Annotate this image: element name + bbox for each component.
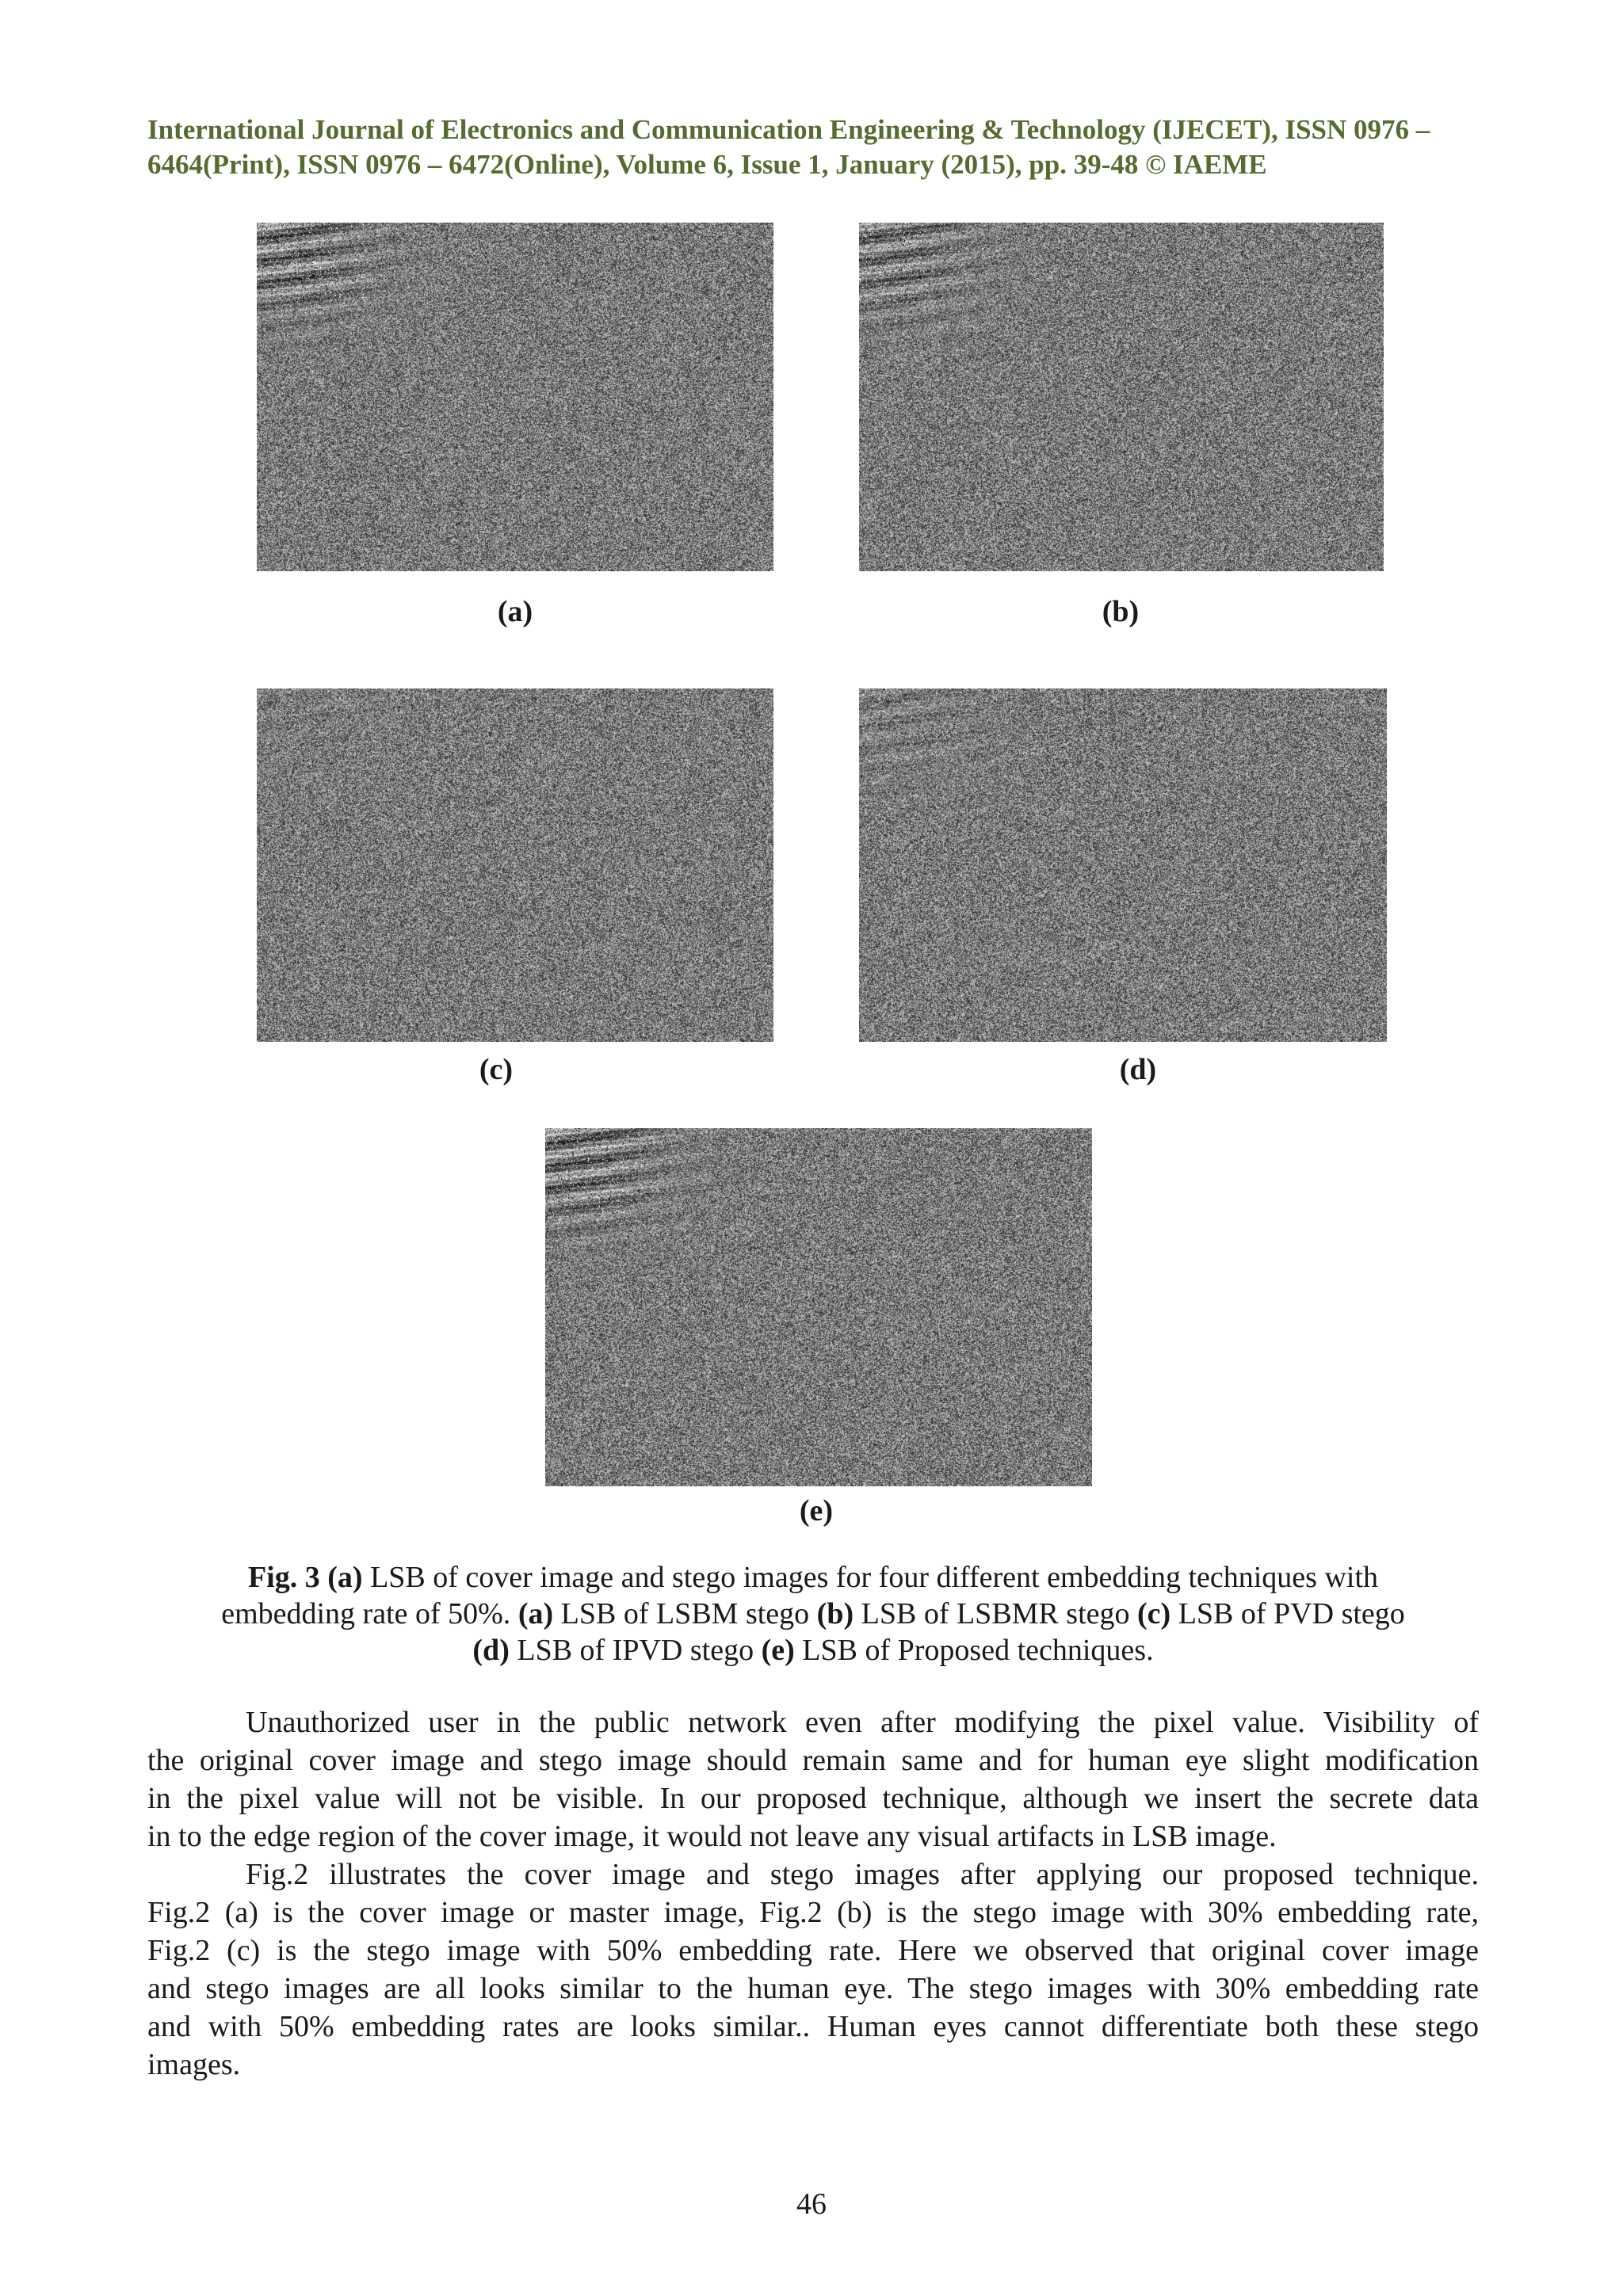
caption-fig-number: Fig. 3 [247, 1561, 320, 1594]
panel-label-a: (a) [497, 595, 533, 628]
figure-panel-a [257, 223, 773, 571]
panel-label-c: (c) [479, 1053, 514, 1086]
paragraph-2 [147, 1855, 1479, 2084]
panel-label-d: (d) [1119, 1053, 1157, 1086]
lsb-noise-image [859, 688, 1387, 1042]
paragraph-2-line: images. [147, 2048, 241, 2081]
paragraph-1 [147, 1703, 1479, 1855]
journal-header-line-1: International Journal of Electronics and Communication Engineering & Technology (IJECET), ISSN 0976 – [147, 114, 1430, 145]
caption-label-e: (e) [761, 1634, 795, 1667]
caption-label-c: (c) [1137, 1597, 1171, 1630]
caption-label-d: (d) [472, 1634, 510, 1667]
paragraph-1-line: the original cover image and stego image should remain same and for human eye slight modification [147, 1744, 1479, 1777]
caption-text-rate: embedding rate of 50%. [221, 1597, 518, 1630]
lsb-noise-image [257, 688, 773, 1042]
caption-label-a2: (a) [517, 1597, 554, 1630]
paragraph-1-line: in the pixel value will not be visible. In our proposed technique, although we insert the secrete data [147, 1782, 1479, 1815]
caption-text-a: LSB of cover image and stego images for four different embedding techniques with [362, 1561, 1379, 1594]
paragraph-2-line: and with 50% embedding rates are looks similar.. Human eyes cannot differentiate both these stego [147, 2010, 1479, 2043]
caption-text-c: LSB of PVD stego [1170, 1597, 1405, 1630]
caption-text-b: LSB of LSBMR stego [854, 1597, 1138, 1630]
panel-label-b: (b) [1102, 595, 1140, 628]
caption-text-a2: LSB of LSBM stego [553, 1597, 817, 1630]
caption-line-2 [147, 1596, 1479, 1632]
caption-label-a: (a) [327, 1561, 363, 1594]
lsb-noise-image [859, 223, 1384, 571]
figure-panel-b [859, 223, 1384, 571]
paragraph-2-line: Fig.2 (c) is the stego image with 50% embedding rate. Here we observed that original cover image [147, 1934, 1479, 1967]
paragraph-1-line: Unauthorized user in the public network even after modifying the pixel value. Visibility of [246, 1706, 1479, 1739]
body-text [147, 1703, 1479, 2084]
journal-header-line-2: 6464(Print), ISSN 0976 – 6472(Online), Volume 6, Issue 1, January (2015), pp. 39-48 © IAEME [147, 149, 1267, 180]
paragraph-1-line: in to the edge region of the cover image, it would not leave any visual artifacts in LSB image. [147, 1820, 1277, 1853]
caption-line-3 [147, 1632, 1479, 1669]
lsb-noise-image [545, 1128, 1092, 1486]
paragraph-2-line: Fig.2 (a) is the cover image or master image, Fig.2 (b) is the stego image with 30% embedding rate, [147, 1896, 1479, 1929]
figure-panel-d [859, 688, 1387, 1042]
caption-text-d: LSB of IPVD stego [509, 1634, 762, 1667]
page-number: 46 [796, 2187, 827, 2221]
figure-panel-e [545, 1128, 1092, 1486]
panel-label-e: (e) [799, 1494, 834, 1527]
figure-caption [147, 1559, 1479, 1669]
caption-text-e: LSB of Proposed techniques. [794, 1634, 1154, 1667]
caption-line-1 [147, 1559, 1479, 1596]
caption-label-b: (b) [816, 1597, 854, 1630]
paragraph-2-line: Fig.2 illustrates the cover image and stego images after applying our proposed technique. [246, 1858, 1479, 1891]
journal-header [147, 113, 1479, 182]
figure-panel-c [257, 688, 773, 1042]
lsb-noise-image [257, 223, 773, 571]
paragraph-2-line: and stego images are all looks similar to the human eye. The stego images with 30% embedding rate [147, 1972, 1479, 2005]
